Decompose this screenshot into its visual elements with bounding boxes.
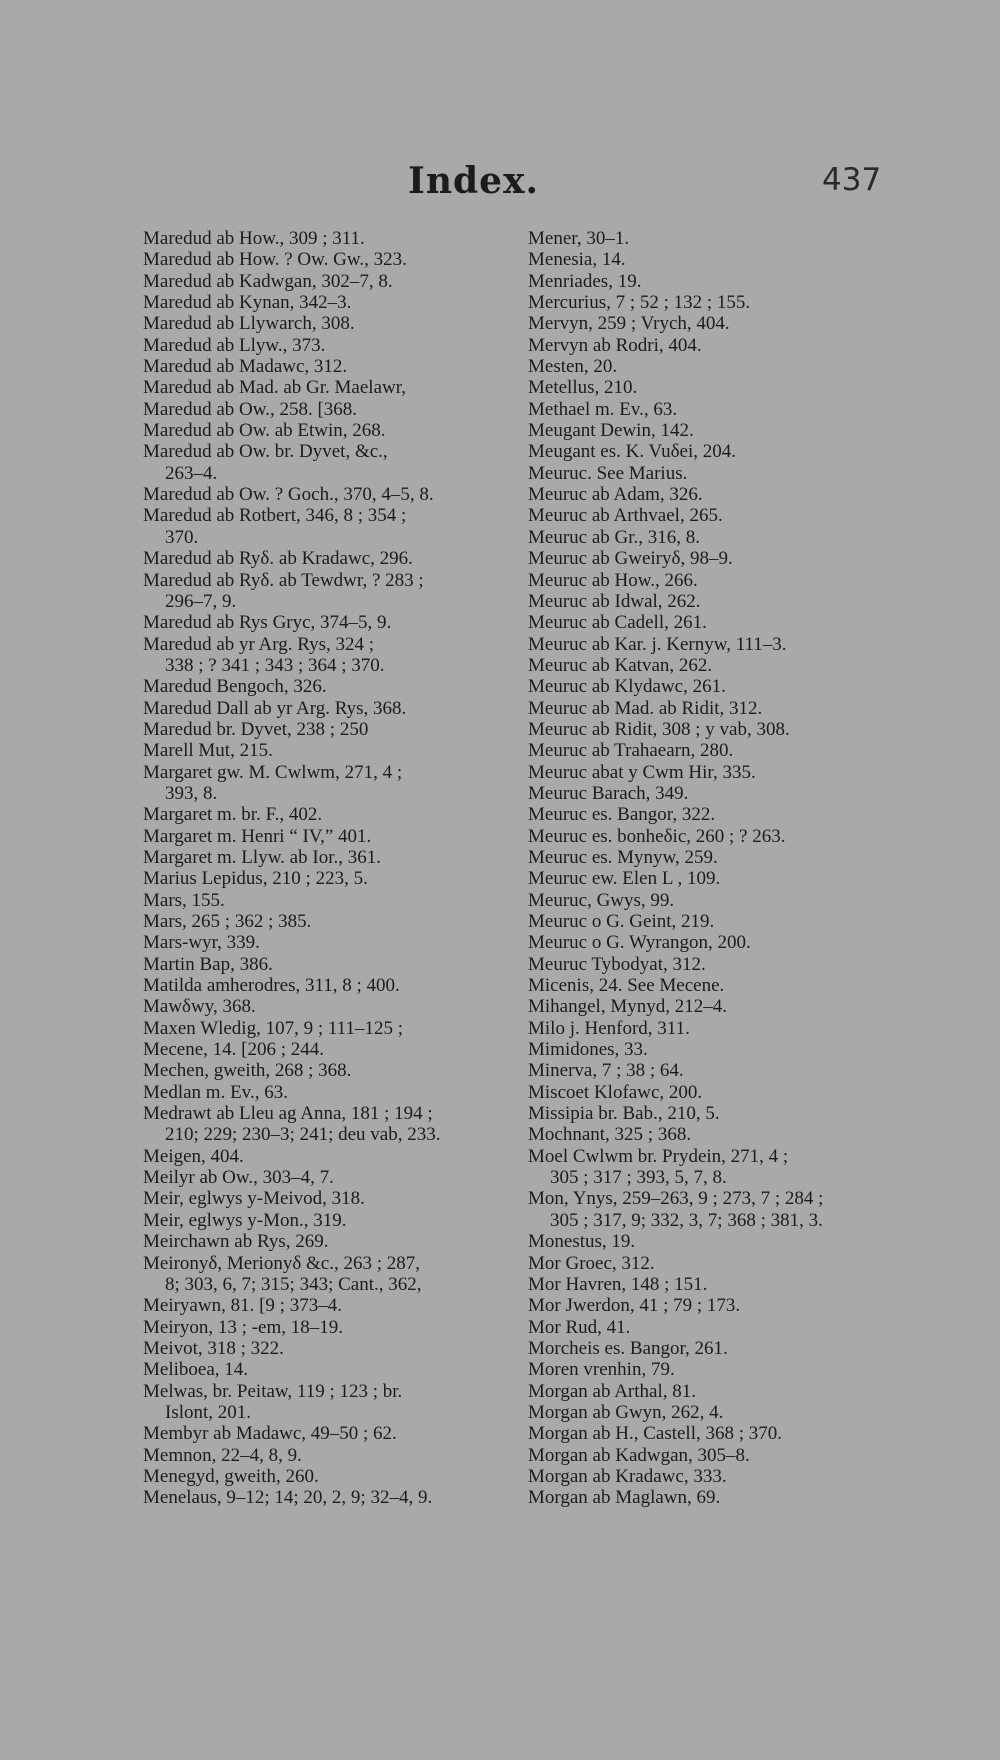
index-entry: Menegyd, gweith, 260. xyxy=(143,1465,319,1487)
index-entry: Margaret m. Henri “ IV,” 401. xyxy=(143,825,372,847)
index-entry: Medlan m. Ev., 63. xyxy=(143,1081,288,1103)
index-entry: Menriades, 19. xyxy=(528,270,642,292)
index-entry: Maredud ab How., 309 ; 311. xyxy=(143,228,365,249)
index-entry: Maredud Dall ab yr Arg. Rys, 368. xyxy=(143,697,407,719)
index-entry: Maredud ab How. ? Ow. Gw., 323. xyxy=(143,249,407,271)
index-entry: Mor Groec, 312. xyxy=(528,1252,655,1274)
index-entry: Miscoet Klofawc, 200. xyxy=(528,1081,703,1103)
index-entry: Maredud ab Ow. br. Dyvet, &c., xyxy=(143,441,388,463)
index-entry: Menesia, 14. xyxy=(528,249,626,271)
index-entry: Maredud ab Ryδ. ab Tewdwr, ? 283 ; xyxy=(143,569,424,591)
index-entry: Mesten, 20. xyxy=(528,356,618,378)
index-entry: Mihangel, Mynyd, 212–4. xyxy=(528,996,727,1018)
index-entry: Meironyδ, Merionyδ &c., 263 ; 287, xyxy=(143,1252,421,1274)
index-entry: 393, 8. xyxy=(165,782,218,804)
running-title: Index. xyxy=(408,160,540,202)
index-entry: Meuruc abat y Cwm Hir, 335. xyxy=(528,761,756,783)
index-entry: Morcheis es. Bangor, 261. xyxy=(528,1337,728,1359)
index-entry: Maredud ab Ryδ. ab Kradawc, 296. xyxy=(143,548,413,570)
index-entry: Menelaus, 9–12; 14; 20, 2, 9; 32–4, 9. xyxy=(143,1487,433,1509)
index-entry: Maredud ab Ow., 258. [368. xyxy=(143,398,358,420)
index-entry: Meuruc es. bonheδic, 260 ; ? 263. xyxy=(528,825,786,847)
index-entry: Meivot, 318 ; 322. xyxy=(143,1337,284,1359)
index-entry: Maredud ab Llyw., 373. xyxy=(143,334,326,356)
index-entry: Meilyr ab Ow., 303–4, 7. xyxy=(143,1167,334,1189)
index-entry: Meuruc ab Mad. ab Ridit, 312. xyxy=(528,697,763,719)
index-entry: Margaret m. Llyw. ab Ior., 361. xyxy=(143,846,381,868)
index-entry: Meuruc ew. Elen L , 109. xyxy=(528,868,721,890)
index-entry: Mercurius, 7 ; 52 ; 132 ; 155. xyxy=(528,292,751,314)
index-entry: Maredud br. Dyvet, 238 ; 250 xyxy=(143,718,369,740)
index-entry: Minerva, 7 ; 38 ; 64. xyxy=(528,1060,684,1082)
index-entry: Mochnant, 325 ; 368. xyxy=(528,1124,692,1146)
index-entry: Methael m. Ev., 63. xyxy=(528,398,678,420)
index-entry: Meugant es. K. Vuδei, 204. xyxy=(528,441,736,463)
index-entry: Monestus, 19. xyxy=(528,1231,636,1253)
index-entry: Meliboea, 14. xyxy=(143,1359,249,1381)
index-entry: Mor Jwerdon, 41 ; 79 ; 173. xyxy=(528,1295,741,1317)
index-entry: Margaret m. br. F., 402. xyxy=(143,804,323,826)
index-entry: 338 ; ? 341 ; 343 ; 364 ; 370. xyxy=(165,654,385,676)
index-entry: Meirchawn ab Rys, 269. xyxy=(143,1231,329,1253)
index-entry: Maredud ab Mad. ab Gr. Maelawr, xyxy=(143,377,407,399)
index-entry: Meigen, 404. xyxy=(143,1145,244,1167)
index-entry: Martin Bap, 386. xyxy=(143,953,273,975)
index-entry: Meuruc Barach, 349. xyxy=(528,782,689,804)
index-entry: Meuruc Tybodyat, 312. xyxy=(528,953,706,975)
index-entry: Maredud Bengoch, 326. xyxy=(143,676,327,698)
page-number: 437 xyxy=(822,162,882,198)
index-entry: Meuruc ab Adam, 326. xyxy=(528,484,703,506)
index-entry: Meuruc ab Katvan, 262. xyxy=(528,654,713,676)
index-entry: 305 ; 317 ; 393, 5, 7, 8. xyxy=(550,1167,727,1189)
index-entry: Meuruc o G. Wyrangon, 200. xyxy=(528,932,751,954)
index-entry: Morgan ab Arthal, 81. xyxy=(528,1380,696,1402)
index-entry: Meuruc es. Bangor, 322. xyxy=(528,804,716,826)
index-entry: Mimidones, 33. xyxy=(528,1039,648,1061)
index-entry: Meuruc ab How., 266. xyxy=(528,569,698,591)
index-entry: Mener, 30–1. xyxy=(528,228,630,249)
index-entry: Mor Havren, 148 ; 151. xyxy=(528,1273,708,1295)
index-column-right xyxy=(528,228,900,1509)
index-entry: 370. xyxy=(165,526,199,548)
index-entry: Morgan ab Kadwgan, 305–8. xyxy=(528,1444,750,1466)
index-entry: Mars, 155. xyxy=(143,889,225,911)
index-entry: Meuruc ab Klydawc, 261. xyxy=(528,676,726,698)
index-entry: Missipia br. Bab., 210, 5. xyxy=(528,1103,720,1125)
index-entry: Mars, 265 ; 362 ; 385. xyxy=(143,911,312,932)
index-entry: Margaret gw. M. Cwlwm, 271, 4 ; xyxy=(143,761,403,783)
index-entry: Meiryon, 13 ; -em, 18–19. xyxy=(143,1316,344,1338)
index-entry: Marius Lepidus, 210 ; 223, 5. xyxy=(143,868,368,890)
index-entry: Metellus, 210. xyxy=(528,377,638,399)
index-entry: Moel Cwlwm br. Prydein, 271, 4 ; xyxy=(528,1145,789,1167)
index-entry: Mars-wyr, 339. xyxy=(143,932,260,954)
index-entry: Maxen Wledig, 107, 9 ; 111–125 ; xyxy=(143,1017,403,1039)
index-entry: Meuruc, Gwys, 99. xyxy=(528,889,675,911)
index-entry: Mervyn ab Rodri, 404. xyxy=(528,334,702,356)
index-entry: Maredud ab Ow. ab Etwin, 268. xyxy=(143,420,386,442)
index-entry: Meuruc ab Arthvael, 265. xyxy=(528,505,723,527)
index-entry: Morgan ab Kradawc, 333. xyxy=(528,1465,727,1487)
index-entry: 210; 229; 230–3; 241; deu vab, 233. xyxy=(165,1124,441,1146)
index-entry: Meuruc es. Mynyw, 259. xyxy=(528,846,718,868)
index-entry: Meuruc o G. Geint, 219. xyxy=(528,911,715,932)
index-entry: 305 ; 317, 9; 332, 3, 7; 368 ; 381, 3. xyxy=(550,1209,823,1231)
index-entry: Maredud ab yr Arg. Rys, 324 ; xyxy=(143,633,375,655)
index-entry: Memnon, 22–4, 8, 9. xyxy=(143,1444,302,1466)
index-entry: Meuruc ab Idwal, 262. xyxy=(528,590,701,612)
index-entry: Maredud ab Ow. ? Goch., 370, 4–5, 8. xyxy=(143,484,434,506)
index-entry: Mecene, 14. [206 ; 244. xyxy=(143,1039,324,1061)
index-entry: Maredud ab Llywarch, 308. xyxy=(143,313,355,335)
index-entry: Meuruc ab Gweiryδ, 98–9. xyxy=(528,548,733,570)
index-entry: Maredud ab Rys Gryc, 374–5, 9. xyxy=(143,612,392,634)
index-entry: Maredud ab Rotbert, 346, 8 ; 354 ; xyxy=(143,505,407,527)
index-entry: Meuruc ab Gr., 316, 8. xyxy=(528,526,701,548)
index-entry: Morgan ab Maglawn, 69. xyxy=(528,1487,721,1509)
index-entry: Meuruc ab Cadell, 261. xyxy=(528,612,707,634)
index-entry: Mechen, gweith, 268 ; 368. xyxy=(143,1060,352,1082)
index-entry: Morgan ab H., Castell, 368 ; 370. xyxy=(528,1423,783,1445)
index-entry: Meuruc ab Kar. j. Kernyw, 111–3. xyxy=(528,633,787,655)
index-entry: Meir, eglwys y-Mon., 319. xyxy=(143,1209,347,1231)
index-entry: Mor Rud, 41. xyxy=(528,1316,631,1338)
index-entry: 263–4. xyxy=(165,462,218,484)
index-entry: Milo j. Henford, 311. xyxy=(528,1017,690,1039)
index-entry: Matilda amherodres, 311, 8 ; 400. xyxy=(143,975,400,997)
index-column-left xyxy=(143,228,523,1509)
page-header xyxy=(0,160,1000,210)
index-entry: Moren vrenhin, 79. xyxy=(528,1359,675,1381)
index-entry: Mon, Ynys, 259–263, 9 ; 273, 7 ; 284 ; xyxy=(528,1188,824,1210)
index-entry: Meir, eglwys y-Meivod, 318. xyxy=(143,1188,365,1210)
index-entry: 8; 303, 6, 7; 315; 343; Cant., 362, xyxy=(165,1273,422,1295)
index-entry: Maredud ab Madawc, 312. xyxy=(143,356,348,378)
index-entry: Melwas, br. Peitaw, 119 ; 123 ; br. xyxy=(143,1380,403,1402)
index-entry: Meugant Dewin, 142. xyxy=(528,420,694,442)
index-entry: Membyr ab Madawc, 49–50 ; 62. xyxy=(143,1423,397,1445)
index-entry: Islont, 201. xyxy=(165,1401,252,1423)
index-entry: 296–7, 9. xyxy=(165,590,237,612)
index-entry: Maredud ab Kadwgan, 302–7, 8. xyxy=(143,270,393,292)
index-entry: Meuruc ab Trahaearn, 280. xyxy=(528,740,734,762)
index-entry: Medrawt ab Lleu ag Anna, 181 ; 194 ; xyxy=(143,1103,433,1125)
index-entry: Marell Mut, 215. xyxy=(143,740,273,762)
index-entry: Meuruc. See Marius. xyxy=(528,462,688,484)
index-entry: Mervyn, 259 ; Vrych, 404. xyxy=(528,313,730,335)
index-entry: Mawδwy, 368. xyxy=(143,996,256,1018)
index-entry: Morgan ab Gwyn, 262, 4. xyxy=(528,1401,724,1423)
index-entry: Micenis, 24. See Mecene. xyxy=(528,975,725,997)
index-entry: Maredud ab Kynan, 342–3. xyxy=(143,292,352,314)
index-entry: Meuruc ab Ridit, 308 ; y vab, 308. xyxy=(528,718,790,740)
index-entry: Meiryawn, 81. [9 ; 373–4. xyxy=(143,1295,342,1317)
